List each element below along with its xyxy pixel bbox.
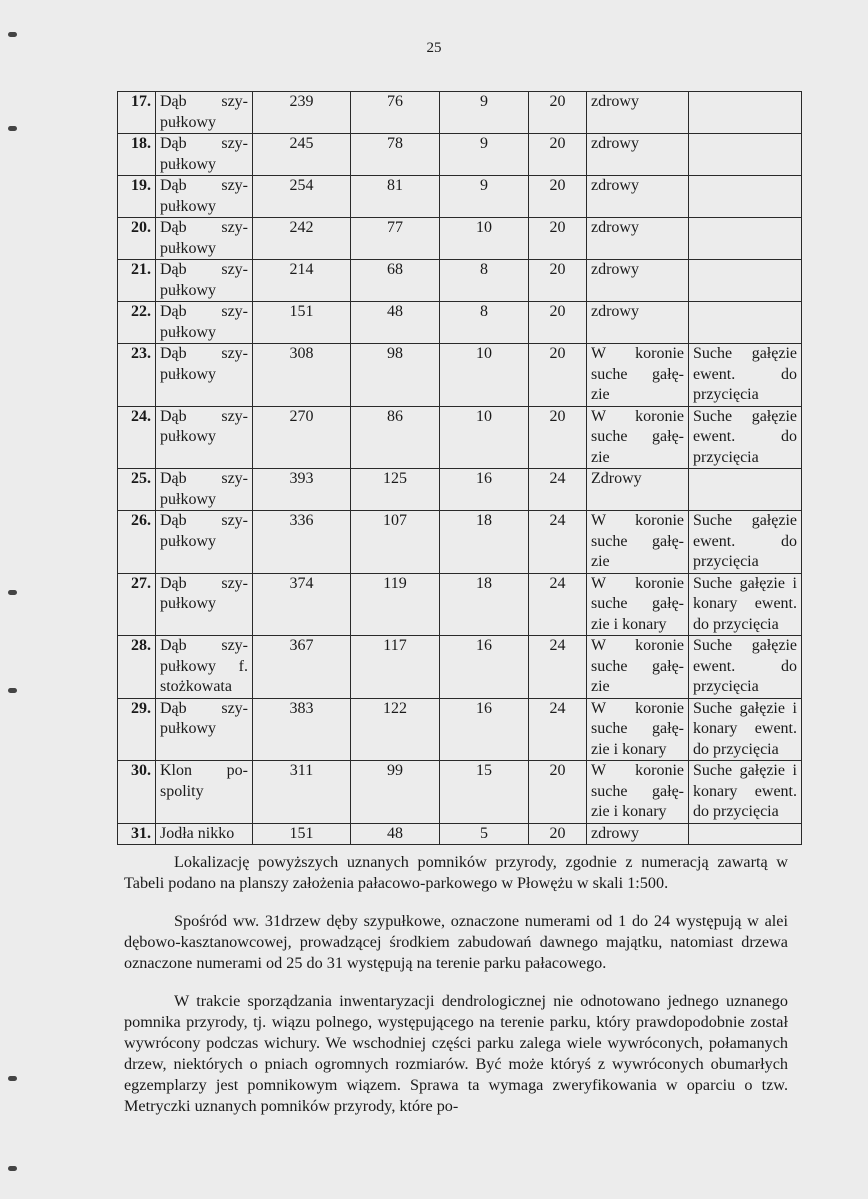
table-row [118,573,802,636]
table-row [118,176,802,218]
measure-col-4: 24 [529,698,587,761]
measure-col-2: 48 [351,302,440,344]
measure-col-3: 15 [440,761,529,824]
measure-col-2: 78 [351,134,440,176]
care-note: Suche gałęzie ewent. do przycięcia [689,406,802,469]
tree-species: Dąb szy- pułkowy [156,92,253,134]
health-state: W koronie suche gałę- zie i konary [587,761,689,824]
measure-col-1: 245 [253,134,351,176]
health-state: zdrowy [587,218,689,260]
binder-hole-mark [8,126,17,131]
measure-col-1: 311 [253,761,351,824]
tree-number: 28. [118,636,156,699]
measure-col-4: 20 [529,134,587,176]
measure-col-1: 242 [253,218,351,260]
measure-col-3: 8 [440,260,529,302]
measure-col-1: 383 [253,698,351,761]
table-row [118,698,802,761]
measure-col-4: 24 [529,573,587,636]
measure-col-1: 214 [253,260,351,302]
tree-species: Dąb szy- pułkowy [156,176,253,218]
measure-col-3: 10 [440,218,529,260]
care-note: Suche gałęzie ewent. do przycięcia [689,344,802,407]
measure-col-1: 151 [253,302,351,344]
measure-col-4: 20 [529,260,587,302]
health-state: zdrowy [587,176,689,218]
care-note: Suche gałęzie i konary ewent. do przycięcia [689,573,802,636]
care-note [689,92,802,134]
table-row [118,302,802,344]
measure-col-1: 254 [253,176,351,218]
measure-col-2: 48 [351,823,440,845]
measure-col-3: 9 [440,92,529,134]
measure-col-1: 336 [253,511,351,574]
tree-number: 24. [118,406,156,469]
table-row [118,218,802,260]
health-state: W koronie suche gałę- zie [587,344,689,407]
measure-col-1: 374 [253,573,351,636]
health-state: W koronie suche gałę- zie i konary [587,573,689,636]
measure-col-3: 18 [440,573,529,636]
binder-hole-mark [8,590,17,595]
table-row [118,511,802,574]
table-row [118,636,802,699]
tree-number: 26. [118,511,156,574]
measure-col-2: 77 [351,218,440,260]
tree-species: Dąb szy- pułkowy [156,344,253,407]
measure-col-3: 16 [440,636,529,699]
health-state: zdrowy [587,823,689,845]
measure-col-3: 5 [440,823,529,845]
measure-col-1: 393 [253,469,351,511]
health-state: W koronie suche gałę- zie i konary [587,698,689,761]
binder-hole-mark [8,1076,17,1081]
binder-hole-mark [8,1166,17,1171]
measure-col-1: 239 [253,92,351,134]
health-state: zdrowy [587,134,689,176]
measure-col-3: 16 [440,469,529,511]
measure-col-1: 270 [253,406,351,469]
tree-number: 19. [118,176,156,218]
paragraph-trees-summary: Spośród ww. 31drzew dęby szypułkowe, oznaczone numerami od 1 do 24 występują w alei dębowo-kasztanowcowej, prowadzącej środkiem zabudowań dawnego majątku, natomiast drzewa oznaczone numerami od 25 do 31 występują na terenie parku pałacowego. [124,912,788,972]
measure-col-3: 16 [440,698,529,761]
table-row [118,134,802,176]
tree-number: 25. [118,469,156,511]
measure-col-1: 367 [253,636,351,699]
measure-col-4: 20 [529,218,587,260]
tree-number: 31. [118,823,156,845]
tree-number: 17. [118,92,156,134]
measure-col-4: 20 [529,823,587,845]
measure-col-4: 20 [529,406,587,469]
measure-col-2: 119 [351,573,440,636]
measure-col-2: 98 [351,344,440,407]
health-state: zdrowy [587,302,689,344]
measure-col-4: 20 [529,176,587,218]
tree-number: 18. [118,134,156,176]
measure-col-3: 10 [440,406,529,469]
measure-col-2: 107 [351,511,440,574]
measure-col-4: 24 [529,636,587,699]
table-row [118,406,802,469]
measure-col-1: 151 [253,823,351,845]
care-note [689,134,802,176]
tree-species: Dąb szy- pułkowy [156,134,253,176]
health-state: zdrowy [587,260,689,302]
measure-col-2: 99 [351,761,440,824]
tree-species: Klon po- spolity [156,761,253,824]
binder-hole-mark [8,32,17,37]
table-row [118,260,802,302]
measure-col-4: 24 [529,511,587,574]
measure-col-1: 308 [253,344,351,407]
tree-species: Jodła nikko [156,823,253,845]
tree-species: Dąb szy- pułkowy f. stożkowata [156,636,253,699]
table-row [118,469,802,511]
tree-species: Dąb szy- pułkowy [156,218,253,260]
care-note: Suche gałęzie ewent. do przycięcia [689,511,802,574]
health-state: W koronie suche gałę- zie [587,406,689,469]
paragraph-location: Lokalizację powyższych uznanych pomników przyrody, zgodnie z numeracją zawartą w Tabeli podano na planszy założenia pałacowo-parkowego w Płowężu w skali 1:500. [124,853,788,892]
table-row [118,823,802,845]
tree-species: Dąb szy- pułkowy [156,698,253,761]
measure-col-2: 68 [351,260,440,302]
tree-number: 20. [118,218,156,260]
tree-number: 30. [118,761,156,824]
page-number: 25 [426,40,442,56]
care-note [689,469,802,511]
care-note [689,218,802,260]
care-note: Suche gałęzie i konary ewent. do przycięcia [689,761,802,824]
measure-col-4: 20 [529,761,587,824]
care-note [689,302,802,344]
table-row [118,92,802,134]
tree-species: Dąb szy- pułkowy [156,573,253,636]
measure-col-2: 86 [351,406,440,469]
monument-trees-table [117,91,802,845]
measure-col-4: 20 [529,302,587,344]
measure-col-3: 10 [440,344,529,407]
measure-col-2: 81 [351,176,440,218]
table-row [118,761,802,824]
tree-number: 21. [118,260,156,302]
tree-species: Dąb szy- pułkowy [156,406,253,469]
paragraph-inventory-note: W trakcie sporządzania inwentaryzacji dendrologicznej nie odnotowano jednego uznanego pomnika przyrody, tj. wiązu polnego, występującego na terenie parku, który prawdopodobnie został wywrócony podczas wichury. We wschodniej części parku zalega wiele wywróconych, połamanych drzew, niektórych o pniach ogromnych rozmiarów. Być może któryś z wywróconych obumarłych egzemplarzy jest pomnikowym wiązem. Sprawa ta wymaga zweryfikowania w oparciu o tzw. Metryczki uznanych pomników przyrody, które po- [124,992,788,1115]
measure-col-3: 18 [440,511,529,574]
tree-number: 29. [118,698,156,761]
measure-col-3: 8 [440,302,529,344]
care-note: Suche gałęzie ewent. do przycięcia [689,636,802,699]
measure-col-2: 76 [351,92,440,134]
tree-species: Dąb szy- pułkowy [156,302,253,344]
binder-hole-mark [8,688,17,693]
health-state: W koronie suche gałę- zie [587,636,689,699]
tree-number: 27. [118,573,156,636]
measure-col-4: 24 [529,469,587,511]
health-state: zdrowy [587,92,689,134]
care-note [689,260,802,302]
measure-col-2: 117 [351,636,440,699]
care-note [689,176,802,218]
measure-col-3: 9 [440,134,529,176]
measure-col-2: 125 [351,469,440,511]
health-state: W koronie suche gałę- zie [587,511,689,574]
measure-col-3: 9 [440,176,529,218]
tree-number: 22. [118,302,156,344]
tree-species: Dąb szy- pułkowy [156,511,253,574]
measure-col-2: 122 [351,698,440,761]
health-state: Zdrowy [587,469,689,511]
tree-number: 23. [118,344,156,407]
care-note [689,823,802,845]
measure-col-4: 20 [529,344,587,407]
care-note: Suche gałęzie i konary ewent. do przycięcia [689,698,802,761]
tree-species: Dąb szy- pułkowy [156,469,253,511]
measure-col-4: 20 [529,92,587,134]
table-row [118,344,802,407]
tree-species: Dąb szy- pułkowy [156,260,253,302]
